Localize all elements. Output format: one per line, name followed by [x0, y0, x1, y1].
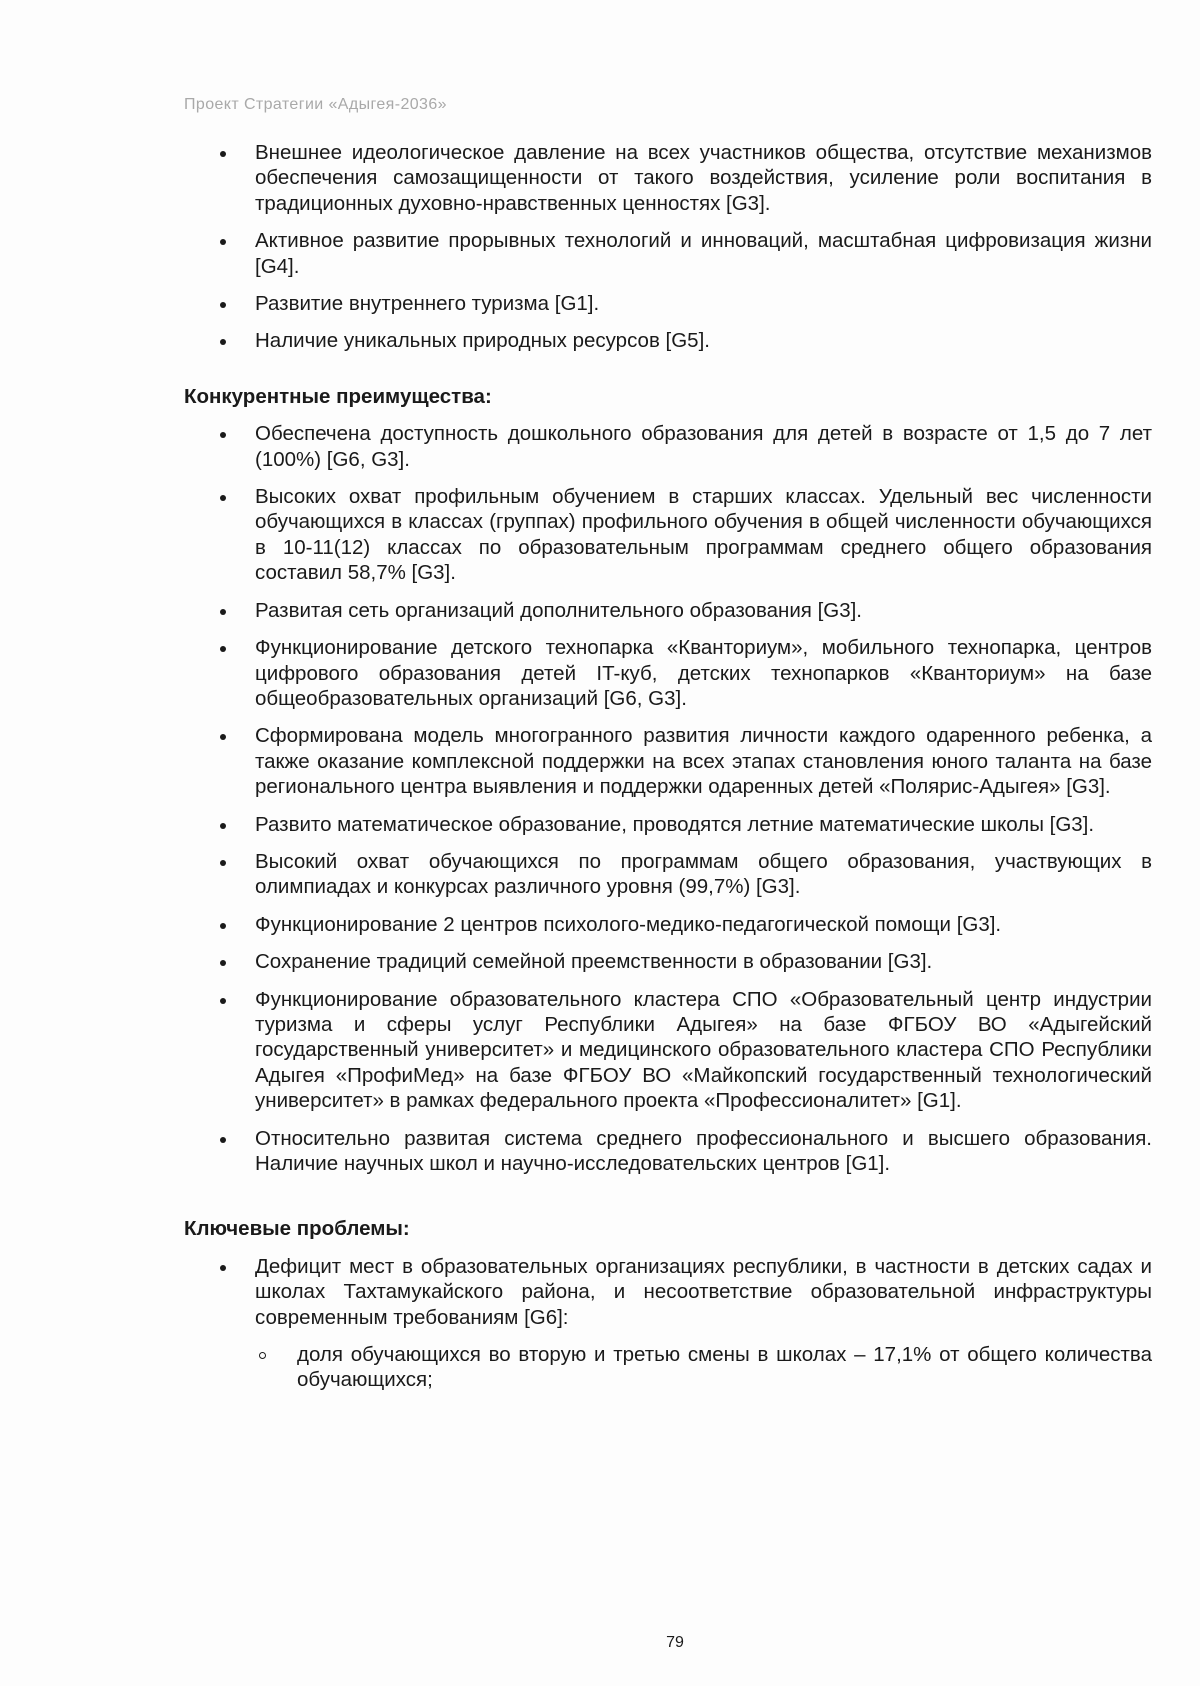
problems-list	[184, 1254, 1152, 1393]
bullet-icon	[220, 998, 226, 1004]
bullet-icon	[220, 239, 226, 245]
list-item-text: Наличие уникальных природных ресурсов [G5].	[255, 329, 710, 353]
bullet-icon	[220, 1137, 226, 1143]
list-item-text: Развито математическое образование, проводятся летние математические школы [G3].	[255, 812, 1095, 836]
bullet-icon	[220, 1265, 226, 1271]
list-item	[184, 849, 1152, 900]
bullet-icon	[220, 302, 226, 308]
intro-bullet-list	[184, 140, 1152, 354]
list-item	[184, 140, 1152, 216]
list-item-text: Высокий охват обучающихся по программам общего образования, участвующих в олимпиадах и конкурсах различного уровня (99,7%) [G3].	[255, 849, 1152, 899]
list-item-text: Функционирование 2 центров психолого-медико-педагогической помощи [G3].	[255, 912, 1002, 936]
list-item-text: Обеспечена доступность дошкольного образования для детей в возрасте от 1,5 до 7 лет (100%) [G6, G3].	[255, 422, 1152, 471]
problems-heading: Ключевые проблемы:	[184, 1217, 410, 1241]
list-item	[184, 328, 1152, 353]
bullet-icon	[220, 432, 226, 438]
list-item-text: Развитие внутреннего туризма [G1].	[255, 292, 600, 316]
list-item	[184, 635, 1152, 711]
circle-bullet-icon	[259, 1352, 266, 1359]
list-item	[184, 228, 1152, 279]
list-item-text: Развитая сеть организаций дополнительного образования [G3].	[255, 598, 863, 622]
bullet-icon	[220, 860, 226, 866]
advantages-list	[184, 421, 1152, 1176]
list-item-text: Дефицит мест в образовательных организациях республики, в частности в детских садах и школах Тахтамукайского района, и несоответствие образовательной инфраструктуры современным требованиям [G6]:	[255, 1254, 1152, 1329]
list-item-text: Относительно развитая система среднего профессионального и высшего образования. Наличие научных школ и научно-исследовательских центров [G1].	[255, 1126, 1152, 1175]
bullet-icon	[220, 823, 226, 829]
running-header: Проект Стратегии «Адыгея-2036»	[184, 96, 447, 113]
bullet-icon	[220, 609, 226, 615]
list-item-text: Функционирование образовательного кластера СПО «Образовательный центр индустрии туризма и сферы услуг Республики Адыгея» на базе ФГБОУ ВО «Адыгейский государственный университет» и медицинского образовательного кластера СПО Республики Адыгея «ПрофиМед» на базе ФГБОУ ВО «Майкопский государственный технологический университет» в рамках федерального проекта «Профессионалитет» [G1].	[255, 987, 1152, 1113]
list-item	[184, 598, 1152, 623]
bullet-icon	[220, 495, 226, 501]
list-item	[184, 987, 1152, 1114]
list-item-text: Функционирование детского технопарка «Кванториум», мобильного технопарка, центров цифрового образования детей IT-куб, детских технопарков «Кванториум» на базе общеобразовательных организаций [G6, G3].	[255, 636, 1152, 710]
list-item-text: Внешнее идеологическое давление на всех участников общества, отсутствие механизмов обеспечения самозащищенности от такого воздействия, усиление роли воспитания в традиционных духовно-нравственных ценностях [G3].	[255, 141, 1152, 215]
page-content	[184, 140, 1152, 1405]
bullet-icon	[220, 960, 226, 966]
list-item	[184, 484, 1152, 586]
bullet-icon	[220, 339, 226, 345]
list-item-text: Активное развитие прорывных технологий и инноваций, масштабная цифровизация жизни [G4].	[255, 229, 1152, 278]
list-item	[184, 421, 1152, 472]
page-number: 79	[666, 1634, 684, 1651]
bullet-icon	[220, 923, 226, 929]
sub-list-item-text: доля обучающихся во вторую и третью смены в школах – 17,1% от общего количества обучающихся;	[297, 1343, 1152, 1392]
list-item	[184, 812, 1152, 837]
bullet-icon	[220, 151, 226, 157]
list-item	[184, 723, 1152, 799]
list-item-text: Высоких охват профильным обучением в старших классах. Удельный вес численности обучающихся в классах (группах) профильного обучения в общей численности обучающихся в 10-11(12) классах по образовательным программам среднего общего образования составил 58,7% [G3].	[255, 485, 1152, 585]
advantages-heading: Конкурентные преимущества:	[184, 384, 492, 408]
list-item	[184, 291, 1152, 316]
list-item	[184, 1126, 1152, 1177]
list-item	[184, 949, 1152, 974]
list-item	[184, 1254, 1152, 1393]
bullet-icon	[220, 646, 226, 652]
sub-list	[255, 1342, 1152, 1393]
sub-list-item	[255, 1342, 1152, 1393]
list-item	[184, 912, 1152, 937]
list-item-text: Сформирована модель многогранного развития личности каждого одаренного ребенка, а также оказание комплексной поддержки на всех этапах становления юного таланта на базе регионального центра выявления и поддержки одаренных детей «Полярис-Адыгея» [G3].	[255, 724, 1152, 799]
bullet-icon	[220, 734, 226, 740]
list-item-text: Сохранение традиций семейной преемственности в образовании [G3].	[255, 950, 933, 974]
